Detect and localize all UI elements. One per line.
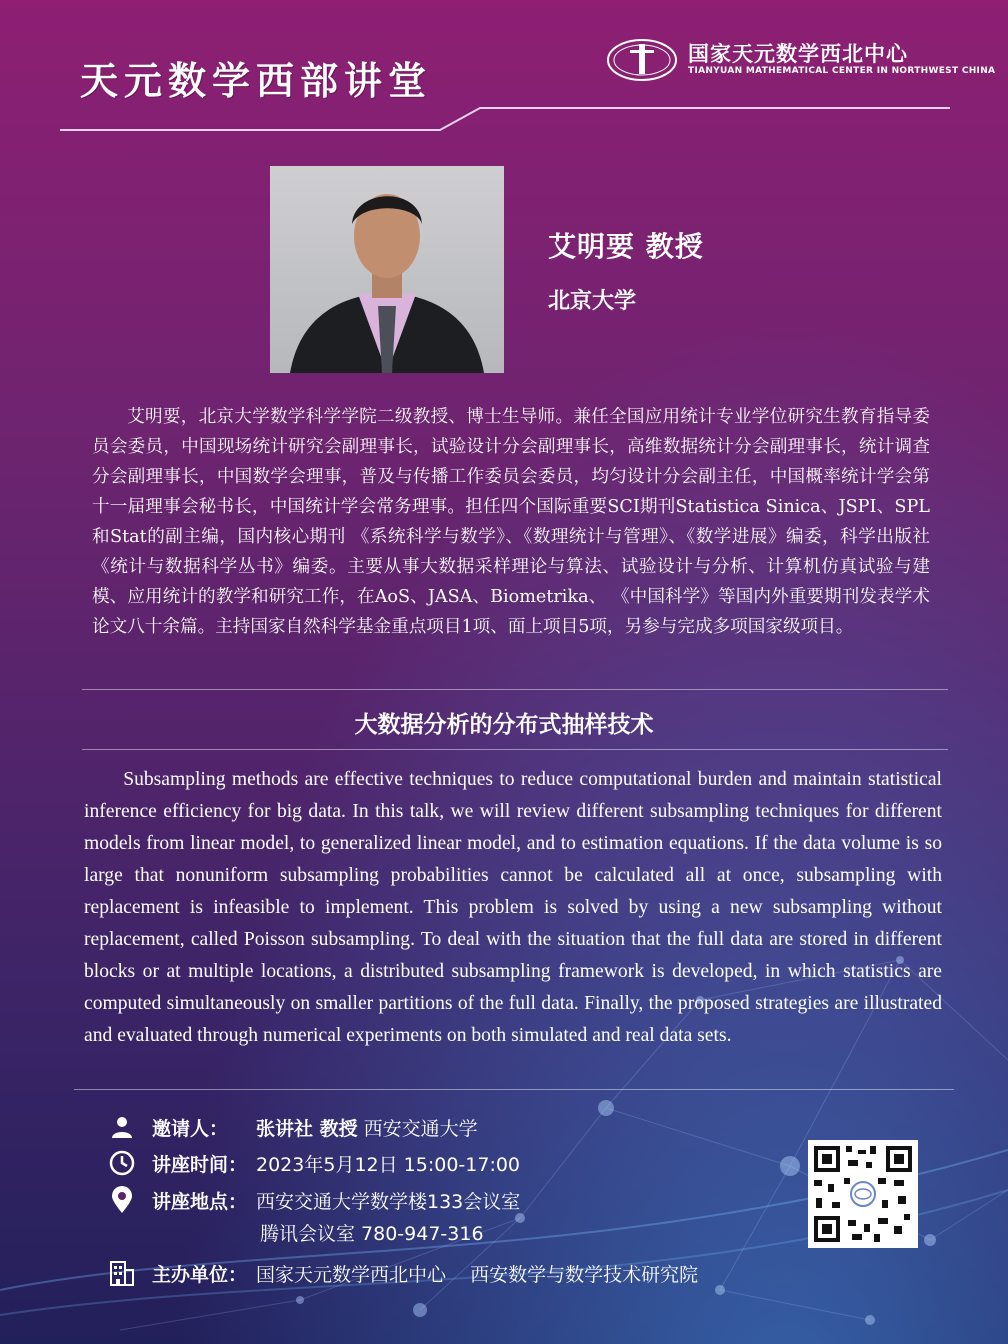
logo-english-name: TIANYUAN MATHEMATICAL CENTER IN NORTHWEST CHINA: [688, 66, 996, 76]
speaker-name: 艾明要 教授: [548, 230, 704, 263]
inviter-value: [256, 1114, 478, 1141]
inviter-name: 张讲社 教授: [256, 1117, 358, 1140]
location-value: 西安交通大学数学楼133会议室: [256, 1190, 521, 1213]
location-row-2: [260, 1215, 484, 1249]
divider: [82, 689, 948, 690]
host-value: 国家天元数学西北中心 西安数学与数学技术研究院: [256, 1263, 699, 1286]
speaker-bio: 艾明要，北京大学数学科学学院二级教授、博士生导师。兼任全国应用统计专业学位研究生教育指导委员会委员，中国现场统计研究会副理事长，试验设计分会副理事长，高维数据统计分会副理事长，统计调查分会副理事长，中国数学会理事，普及与传播工作委员会委员，均匀设计分会副主任，中国概率统计学会第十一届理事会秘书长，中国统计学会常务理事。担任四个国际重要SCI期刊Statistica Sinica、JSPI、SPL和Stat的副主编，国内核心期刊 《系统科学与数学》、《数理统计与管理》、《数学进展》编委，科学出版社《统计与数据科学丛书》编委。主要从事大数据采样理论与算法、试验设计与分析、计算机仿真试验与建模、应用统计的教学和研究工作，在AoS、JASA、Biometrika、 《中国科学》等国内外重要期刊发表学术论文八十余篇。主持国家自然科学基金重点项目1项、面上项目5项，另参与完成多项国家级项目。: [92, 407, 930, 637]
person-icon: [108, 1113, 136, 1141]
location-row: [108, 1183, 520, 1217]
clock-icon: [108, 1149, 136, 1177]
divider: [82, 749, 948, 750]
location-label: 讲座地点：: [152, 1190, 248, 1213]
speaker-photo: [270, 166, 504, 373]
divider: [74, 1089, 954, 1090]
brand-underline-decoration: [60, 100, 950, 134]
talk-abstract: Subsampling methods are effective techniques to reduce computational burden and maintain statistical inference efficiency for big data. In this talk, we will review different subsampling techniques for different models from linear model, to generalized linear model, and to estimation equations. If the data volume is so large that nonuniform subsampling probabilities cannot be calculated all at once, subsampling with replacement is infeasible to implement. This problem is solved by using a new subsampling without replacement, called Poisson subsampling. To deal with the situation that the full data are stored in different blocks or at multiple locations, a distributed subsampling framework is developed, in which statistics are computed simultaneously on smaller partitions of the full data. Finally, the proposed strategies are illustrated and evaluated through numerical experiments on both simulated and real data sets.: [84, 769, 942, 1046]
inviter-org: 西安交通大学: [357, 1117, 478, 1140]
time-label: 讲座时间：: [152, 1153, 248, 1176]
host-row: [108, 1256, 698, 1290]
portrait-image: [270, 166, 504, 373]
qr-code-image: [808, 1140, 918, 1248]
meeting-room-value: 腾讯会议室 780-947-316: [260, 1222, 484, 1245]
time-row: [108, 1146, 520, 1180]
brand-title: 天元数学西部讲堂: [80, 58, 433, 103]
location-pin-icon: [108, 1186, 136, 1214]
inviter-row: [108, 1110, 478, 1144]
speaker-affiliation: 北京大学: [548, 289, 637, 314]
logo-chinese-name: 国家天元数学西北中心: [688, 42, 908, 66]
building-icon: [108, 1259, 136, 1287]
time-value: 2023年5月12日 15:00-17:00: [256, 1153, 521, 1176]
tianyuan-logo-icon: [606, 38, 678, 82]
talk-title: 大数据分析的分布式抽样技术: [354, 712, 654, 738]
inviter-label: 邀请人：: [152, 1117, 229, 1140]
host-label: 主办单位：: [152, 1263, 248, 1286]
qr-code[interactable]: [808, 1140, 918, 1248]
